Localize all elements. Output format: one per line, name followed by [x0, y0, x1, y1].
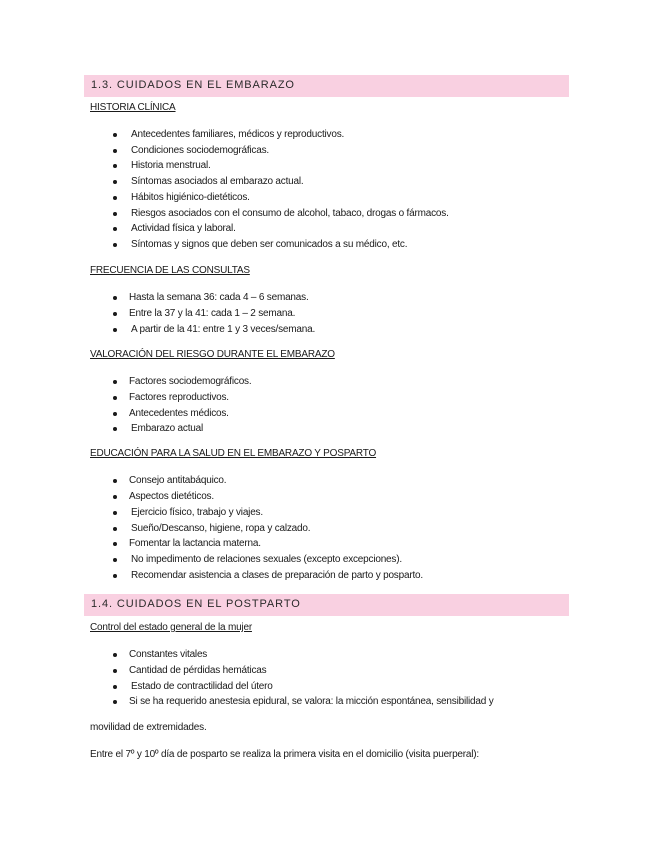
list-item: Condiciones sociodemográficas.: [131, 145, 269, 156]
list-item: Síntomas asociados al embarazo actual.: [131, 176, 304, 187]
list-item: A partir de la 41: entre 1 y 3 veces/semana.: [131, 324, 316, 335]
list-item: Síntomas y signos que deben ser comunicados a su médico, etc.: [131, 239, 408, 250]
heading-educacion-salud: EDUCACIÓN PARA LA SALUD EN EL EMBARAZO Y POSPARTO: [90, 448, 377, 459]
list-item: Entre la 37 y la 41: cada 1 – 2 semana.: [129, 308, 296, 319]
list-item: Estado de contractilidad del útero: [131, 681, 273, 692]
list-item: Actividad física y laboral.: [131, 223, 236, 234]
bullet-icon: [113, 427, 117, 431]
bullet-icon: [113, 412, 117, 416]
section-header-1-4: [84, 594, 569, 616]
heading-control-estado-general: Control del estado general de la mujer: [90, 622, 252, 633]
list-item: Consejo antitabáquico.: [129, 475, 227, 486]
bullet-icon: [113, 669, 117, 673]
list-item: Embarazo actual: [131, 423, 204, 434]
bullet-icon: [113, 685, 117, 689]
list-item: Fomentar la lactancia materna.: [129, 538, 261, 549]
list-item: Cantidad de pérdidas hemáticas: [129, 665, 267, 676]
list-item: Factores sociodemográficos.: [129, 376, 252, 387]
list-item: Sueño/Descanso, higiene, ropa y calzado.: [131, 523, 311, 534]
bullet-icon: [113, 396, 117, 400]
bullet-icon: [113, 511, 117, 515]
bullet-icon: [113, 149, 117, 153]
bullet-icon: [113, 653, 117, 657]
heading-frecuencia-consultas: FRECUENCIA DE LAS CONSULTAS: [90, 265, 250, 276]
bullet-icon: [113, 133, 117, 137]
list-item: Ejercicio físico, trabajo y viajes.: [131, 507, 263, 518]
list-item: Recomendar asistencia a clases de preparación de parto y posparto.: [131, 570, 423, 581]
heading-valoracion-riesgo: VALORACIÓN DEL RIESGO DURANTE EL EMBARAZO: [90, 349, 335, 360]
bullet-icon: [113, 495, 117, 499]
section-header-1-3: [84, 75, 569, 97]
heading-historia-clinica: HISTORIA CLÍNICA: [90, 102, 176, 113]
list-item: Antecedentes médicos.: [129, 408, 229, 419]
list-item: No impedimento de relaciones sexuales (excepto excepciones).: [131, 554, 402, 565]
bullet-icon: [113, 574, 117, 578]
bullet-icon: [113, 296, 117, 300]
list-item: Riesgos asociados con el consumo de alcohol, tabaco, drogas o fármacos.: [131, 208, 449, 219]
bullet-icon: [113, 243, 117, 247]
bullet-icon: [113, 164, 117, 168]
paragraph-visita-puerperal: Entre el 7º y 10º día de posparto se realiza la primera visita en el domicilio (visita puerperal):: [90, 749, 480, 760]
bullet-icon: [113, 328, 117, 332]
bullet-icon: [113, 212, 117, 216]
section-title: 1.4. CUIDADOS EN EL POSTPARTO: [91, 598, 301, 610]
list-item: Aspectos dietéticos.: [129, 491, 214, 502]
bullet-icon: [113, 558, 117, 562]
bullet-icon: [113, 542, 117, 546]
bullet-icon: [113, 196, 117, 200]
list-item: Si se ha requerido anestesia epidural, se valora: la micción espontánea, sensibilidad y: [129, 696, 494, 707]
paragraph-continuation: movilidad de extremidades.: [90, 722, 207, 733]
section-title: 1.3. CUIDADOS EN EL EMBARAZO: [91, 79, 295, 91]
bullet-icon: [113, 527, 117, 531]
list-item: Historia menstrual.: [131, 160, 211, 171]
list-item: Antecedentes familiares, médicos y reproductivos.: [131, 129, 345, 140]
list-item: Factores reproductivos.: [129, 392, 229, 403]
bullet-icon: [113, 380, 117, 384]
bullet-icon: [113, 312, 117, 316]
bullet-icon: [113, 227, 117, 231]
list-item: Constantes vitales: [129, 649, 208, 660]
bullet-icon: [113, 479, 117, 483]
bullet-icon: [113, 180, 117, 184]
list-item: Hábitos higiénico-dietéticos.: [131, 192, 250, 203]
bullet-icon: [113, 700, 117, 704]
list-item: Hasta la semana 36: cada 4 – 6 semanas.: [129, 292, 309, 303]
